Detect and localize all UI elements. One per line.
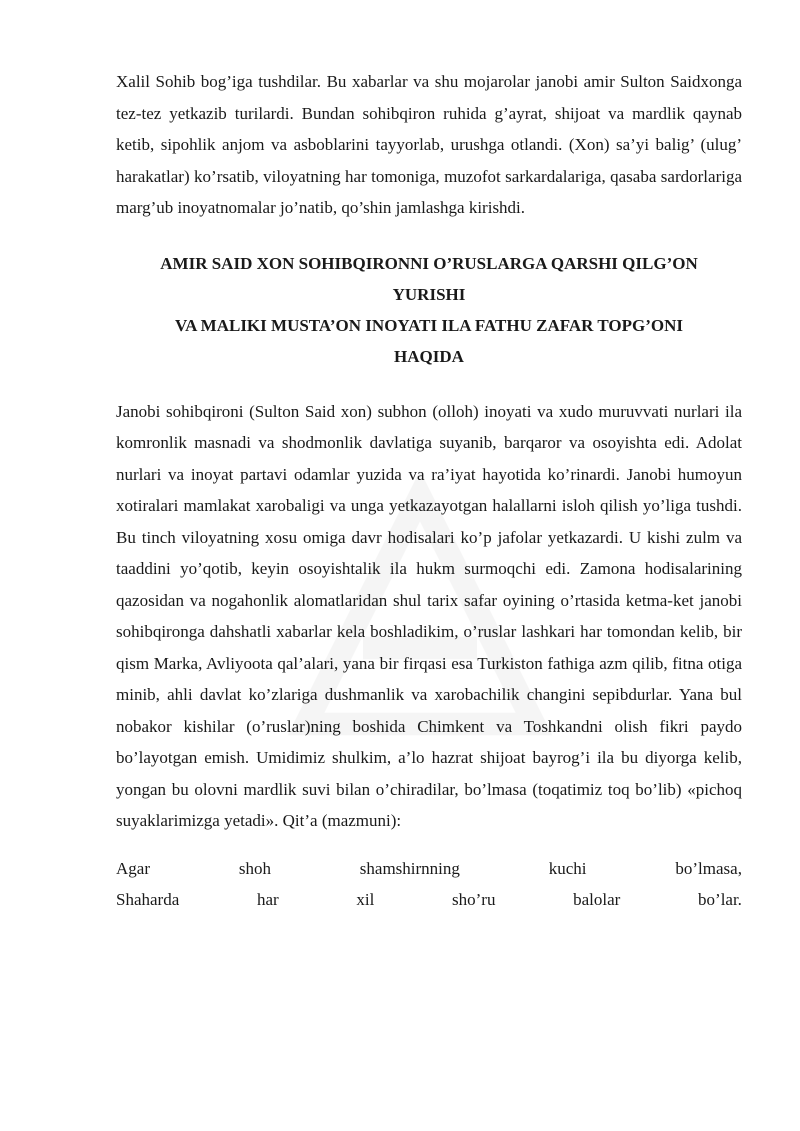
verse-line-2	[116, 884, 742, 916]
verse-word: xil	[356, 890, 375, 909]
verse-word: Shaharda	[116, 890, 180, 909]
heading-line-4: HAQIDA	[394, 346, 464, 366]
heading-line-2: YURISHI	[392, 284, 466, 304]
verse-word: har	[256, 890, 279, 909]
verse-word: bo’lar.	[698, 890, 742, 909]
heading-line-1: AMIR SAID XON SOHIBQIRONNI O’RUSLARGA QARSHI QILG’ON	[160, 253, 698, 273]
verse-block	[116, 853, 742, 916]
verse-word: Agar	[116, 858, 150, 878]
verse-word: balolar	[573, 890, 621, 909]
intro-paragraph: Xalil Sohib bog’iga tushdilar. Bu xabarlar va shu mojarolar janobi amir Sulton Saidxonga tez-tez yetkazib turilardi. Bundan sohibqiron ruhida g’ayrat, shijoat va mardlik qaynab ketib, sipohlik anjom va asboblarini tayyorlab, urushga otlandi. (Xon) sa’yi balig’ (ulug’ harakatlar) ko’rsatib, viloyatning har tomoniga, muzofot sarkardalariga, qasaba sardorlariga marg’ub inoyatnomalar jo’natib, qo’shin jamlashga kirishdi.	[116, 72, 742, 217]
verse-word: kuchi	[548, 858, 587, 878]
verse-word: sho’ru	[452, 890, 496, 909]
document-page	[116, 66, 742, 916]
main-paragraph: Janobi sohibqironi (Sulton Said xon) subhon (olloh) inoyati va xudo muruvvati nurlari ila komronlik masnadi va shodmonlik davlatiga suyanib, barqaror va osoyishta edi. Adolat nurlari va inoyat partavi odamlar yuzida va ra’iyat hayotida ko’rinardi. Janobi humoyun xotiralari mamlakat xarobaligi va unga yetkazayotgan halallarni isloh qilish yo’liga tushdi. Bu tinch viloyatning xosu omiga davr hodisalari ko’p jafolar yetkazardi. U kishi zulm va taaddini yo’qotib, keyin osoyishtalik ila hukm surmoqchi edi. Zamona hodisalarining qazosidan va nogahonlik alomatlaridan shul tarix safar oyining o’rtasida ketma-ket janobi sohibqironga dahshatli xabarlar kela boshladikim, o’ruslar lashkari har tomondan kelib, bir qism Marka, Avliyoota qal’alari, yana bir firqasi esa Turkiston fathiga azm qilib, fitna otiga minib, ahli davlat ko’zlariga dushmanlik va xarobachilik changini sepibdurlar. Yana bul nobakor kishilar (o’ruslar)ning boshida Chimkent va Toshkandni olish fikri paydo bo’layotgan emish. Umidimiz shulkim, a’lo hazrat shijoat bayrog’i ila bu diyorga kelib, yongan bu olovni mardlik suvi bilan o’chiradilar, bo’lmasa (toqatimiz toq bo’lib) «pichoq suyaklarimizga yetadi». Qit’a (mazmuni):	[116, 401, 742, 830]
verse-word: shamshirnning	[359, 858, 460, 878]
verse-line-1	[116, 853, 742, 885]
verse-word: bo’lmasa,	[675, 858, 742, 878]
section-heading	[116, 248, 742, 372]
verse-word: shoh	[238, 858, 271, 878]
heading-line-3: VA MALIKI MUSTA’ON INOYATI ILA FATHU ZAFAR TOPG’ONI	[174, 315, 684, 335]
